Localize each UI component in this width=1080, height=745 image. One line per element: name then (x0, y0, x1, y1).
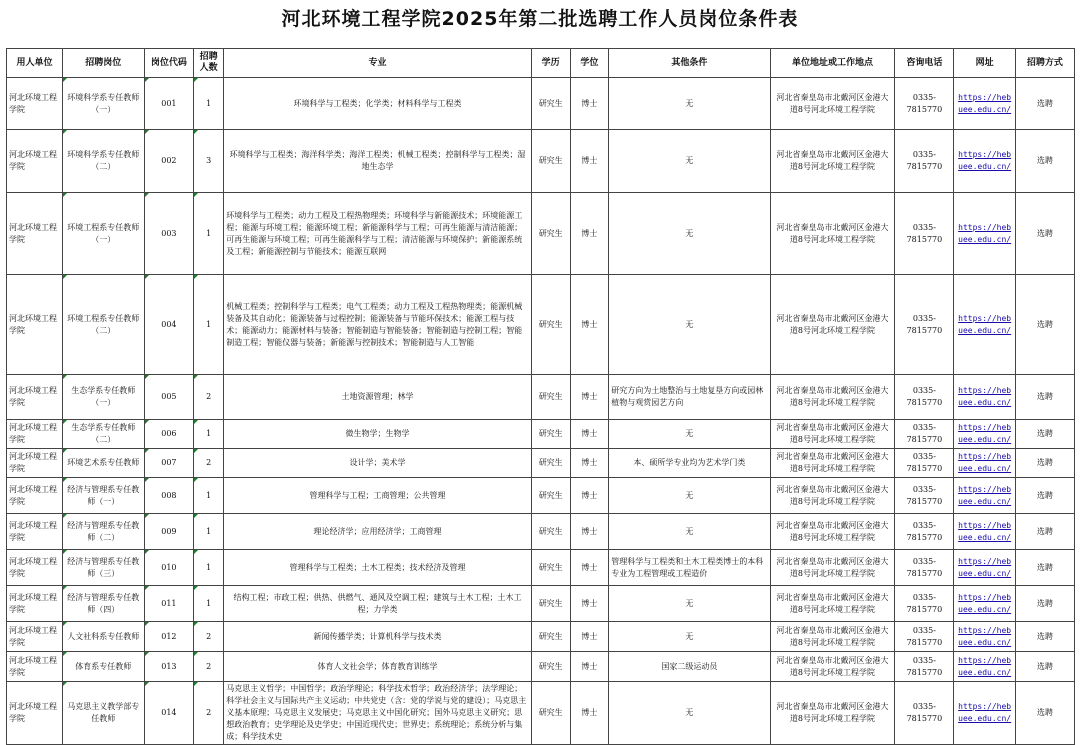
cell-post: 经济与管理系专任教师（二） (62, 514, 144, 550)
cell-degree: 博士 (570, 652, 609, 682)
cell-degree: 博士 (570, 78, 609, 130)
cell-major: 微生物学；生物学 (224, 420, 532, 449)
cell-post: 人文社科系专任教师 (62, 622, 144, 652)
website-link[interactable]: https://hebuee.edu.cn/ (954, 514, 1015, 550)
cell-post: 环境工程系专任教师（一） (62, 193, 144, 275)
cell-method: 选聘 (1015, 682, 1074, 745)
cell-post: 生态学系专任教师（一） (62, 375, 144, 420)
table-row (7, 375, 1075, 420)
cell-method: 选聘 (1015, 622, 1074, 652)
positions-table (6, 48, 1075, 745)
cell-phone: 0335-7815770 (895, 622, 954, 652)
cell-other: 无 (609, 478, 770, 514)
col-header-degree: 学位 (570, 49, 609, 78)
cell-education: 研究生 (531, 682, 570, 745)
cell-major: 管理科学与工程；工商管理；公共管理 (224, 478, 532, 514)
cell-unit: 河北环境工程学院 (7, 586, 63, 622)
col-header-method: 招聘方式 (1015, 49, 1074, 78)
cell-unit: 河北环境工程学院 (7, 193, 63, 275)
table-row (7, 652, 1075, 682)
website-link[interactable]: https://hebuee.edu.cn/ (954, 193, 1015, 275)
website-link[interactable]: https://hebuee.edu.cn/ (954, 375, 1015, 420)
website-link[interactable]: https://hebuee.edu.cn/ (954, 478, 1015, 514)
cell-unit: 河北环境工程学院 (7, 478, 63, 514)
cell-count: 1 (194, 420, 224, 449)
cell-method: 选聘 (1015, 550, 1074, 586)
cell-education: 研究生 (531, 550, 570, 586)
cell-other: 无 (609, 622, 770, 652)
cell-phone: 0335-7815770 (895, 478, 954, 514)
cell-other: 无 (609, 420, 770, 449)
cell-post: 经济与管理系专任教师（三） (62, 550, 144, 586)
cell-method: 选聘 (1015, 652, 1074, 682)
cell-count: 2 (194, 682, 224, 745)
cell-major: 结构工程；市政工程；供热、供燃气、通风及空调工程；建筑与土木工程；土木工程；力学类 (224, 586, 532, 622)
header-row (7, 49, 1075, 78)
cell-unit: 河北环境工程学院 (7, 375, 63, 420)
cell-method: 选聘 (1015, 275, 1074, 375)
cell-phone: 0335-7815770 (895, 193, 954, 275)
cell-post: 经济与管理系专任教师（一） (62, 478, 144, 514)
cell-degree: 博士 (570, 375, 609, 420)
table-row (7, 682, 1075, 745)
cell-method: 选聘 (1015, 478, 1074, 514)
cell-address: 河北省秦皇岛市北戴河区金港大道8号河北环境工程学院 (770, 275, 895, 375)
col-header-code: 岗位代码 (144, 49, 193, 78)
cell-method: 选聘 (1015, 449, 1074, 478)
website-link[interactable]: https://hebuee.edu.cn/ (954, 275, 1015, 375)
cell-post: 环境科学系专任教师（二） (62, 130, 144, 193)
table-row (7, 275, 1075, 375)
cell-other: 无 (609, 275, 770, 375)
cell-address: 河北省秦皇岛市北戴河区金港大道8号河北环境工程学院 (770, 78, 895, 130)
col-header-major: 专业 (224, 49, 532, 78)
cell-education: 研究生 (531, 449, 570, 478)
cell-count: 2 (194, 375, 224, 420)
cell-address: 河北省秦皇岛市北戴河区金港大道8号河北环境工程学院 (770, 586, 895, 622)
cell-address: 河北省秦皇岛市北戴河区金港大道8号河北环境工程学院 (770, 550, 895, 586)
cell-other: 研究方向为土地整治与土地复垦方向或园林植物与观赏园艺方向 (609, 375, 770, 420)
cell-major: 设计学；美术学 (224, 449, 532, 478)
cell-code: 013 (144, 652, 193, 682)
cell-address: 河北省秦皇岛市北戴河区金港大道8号河北环境工程学院 (770, 652, 895, 682)
cell-major: 马克思主义哲学；中国哲学；政治学理论；科学技术哲学；政治经济学；法学理论；科学社会主义与国际共产主义运动；中共党史（含：党的学说与党的建设）；马克思主义基本原理；马克思主义发展史；马克思主义中国化研究；国外马克思主义研究；思想政治教育；史学理论及史学史；中国近现代史；世界史；系统理论；系统分析与集成；科学技术史 (224, 682, 532, 745)
cell-phone: 0335-7815770 (895, 420, 954, 449)
cell-code: 002 (144, 130, 193, 193)
cell-address: 河北省秦皇岛市北戴河区金港大道8号河北环境工程学院 (770, 622, 895, 652)
cell-method: 选聘 (1015, 193, 1074, 275)
cell-count: 2 (194, 449, 224, 478)
cell-post: 经济与管理系专任教师（四） (62, 586, 144, 622)
website-link[interactable]: https://hebuee.edu.cn/ (954, 78, 1015, 130)
cell-count: 3 (194, 130, 224, 193)
cell-degree: 博士 (570, 478, 609, 514)
cell-method: 选聘 (1015, 514, 1074, 550)
cell-code: 009 (144, 514, 193, 550)
cell-code: 006 (144, 420, 193, 449)
table-row (7, 622, 1075, 652)
cell-education: 研究生 (531, 275, 570, 375)
cell-count: 2 (194, 622, 224, 652)
cell-post: 环境艺术系专任教师 (62, 449, 144, 478)
cell-education: 研究生 (531, 478, 570, 514)
cell-education: 研究生 (531, 375, 570, 420)
cell-phone: 0335-7815770 (895, 78, 954, 130)
cell-count: 1 (194, 514, 224, 550)
page-title: 河北环境工程学院2025年第二批选聘工作人员岗位条件表 (281, 8, 799, 30)
cell-phone: 0335-7815770 (895, 682, 954, 745)
col-header-other: 其他条件 (609, 49, 770, 78)
cell-address: 河北省秦皇岛市北戴河区金港大道8号河北环境工程学院 (770, 130, 895, 193)
col-header-website: 网址 (954, 49, 1015, 78)
cell-unit: 河北环境工程学院 (7, 449, 63, 478)
cell-count: 1 (194, 478, 224, 514)
cell-unit: 河北环境工程学院 (7, 622, 63, 652)
table-row (7, 514, 1075, 550)
cell-major: 环境科学与工程类；动力工程及工程热物理类；环境科学与新能源技术；环境能源工程；能源与环境工程；能源环境工程；新能源科学与工程；可再生能源与清洁能源；可再生能源与环境工程；可再生能源科学与工程；清洁能源与环境保护；新能源系统及工程；新能源控制与节能技术；能源互联网 (224, 193, 532, 275)
cell-count: 1 (194, 550, 224, 586)
cell-code: 001 (144, 78, 193, 130)
cell-unit: 河北环境工程学院 (7, 514, 63, 550)
cell-code: 010 (144, 550, 193, 586)
cell-other: 无 (609, 682, 770, 745)
cell-post: 环境工程系专任教师（二） (62, 275, 144, 375)
website-link[interactable]: https://hebuee.edu.cn/ (954, 420, 1015, 449)
cell-degree: 博士 (570, 193, 609, 275)
table-row (7, 193, 1075, 275)
cell-address: 河北省秦皇岛市北戴河区金港大道8号河北环境工程学院 (770, 420, 895, 449)
cell-count: 1 (194, 193, 224, 275)
cell-phone: 0335-7815770 (895, 586, 954, 622)
cell-major: 体育人文社会学；体育教育训练学 (224, 652, 532, 682)
cell-post: 环境科学系专任教师（一） (62, 78, 144, 130)
table-row (7, 449, 1075, 478)
cell-other: 管理科学与工程类和土木工程类博士的本科专业为工程管理或工程造价 (609, 550, 770, 586)
cell-count: 1 (194, 275, 224, 375)
cell-education: 研究生 (531, 193, 570, 275)
cell-address: 河北省秦皇岛市北戴河区金港大道8号河北环境工程学院 (770, 193, 895, 275)
cell-phone: 0335-7815770 (895, 514, 954, 550)
cell-degree: 博士 (570, 550, 609, 586)
cell-method: 选聘 (1015, 78, 1074, 130)
cell-code: 005 (144, 375, 193, 420)
cell-code: 003 (144, 193, 193, 275)
cell-other: 无 (609, 586, 770, 622)
cell-other: 本、硕所学专业均为艺术学门类 (609, 449, 770, 478)
cell-code: 012 (144, 622, 193, 652)
cell-address: 河北省秦皇岛市北戴河区金港大道8号河北环境工程学院 (770, 449, 895, 478)
cell-method: 选聘 (1015, 586, 1074, 622)
table-row (7, 586, 1075, 622)
website-link[interactable]: https://hebuee.edu.cn/ (954, 449, 1015, 478)
website-link[interactable]: https://hebuee.edu.cn/ (954, 622, 1015, 652)
cell-education: 研究生 (531, 514, 570, 550)
cell-major: 新闻传播学类；计算机科学与技术类 (224, 622, 532, 652)
cell-other: 无 (609, 193, 770, 275)
cell-major: 机械工程类；控制科学与工程类；电气工程类；动力工程及工程热物理类；能源机械装备及其自动化；能源装备与过程控制；能源装备与节能环保技术；能源工程与技术；能源动力；能源材料与装备；智能制造与智能装备；智能制造与控制工程；智能制造工程；智能仪器与装备；新能源与控制技术；智能制造与人工智能 (224, 275, 532, 375)
cell-phone: 0335-7815770 (895, 652, 954, 682)
cell-post: 马克思主义教学部专任教师 (62, 682, 144, 745)
cell-code: 007 (144, 449, 193, 478)
col-header-count: 招聘人数 (194, 49, 224, 78)
cell-method: 选聘 (1015, 375, 1074, 420)
col-header-post: 招聘岗位 (62, 49, 144, 78)
cell-phone: 0335-7815770 (895, 130, 954, 193)
cell-phone: 0335-7815770 (895, 275, 954, 375)
cell-other: 国家二级运动员 (609, 652, 770, 682)
cell-major: 土地资源管理；林学 (224, 375, 532, 420)
cell-code: 008 (144, 478, 193, 514)
cell-phone: 0335-7815770 (895, 449, 954, 478)
cell-code: 011 (144, 586, 193, 622)
cell-unit: 河北环境工程学院 (7, 130, 63, 193)
cell-education: 研究生 (531, 130, 570, 193)
cell-major: 理论经济学；应用经济学；工商管理 (224, 514, 532, 550)
cell-method: 选聘 (1015, 130, 1074, 193)
cell-unit: 河北环境工程学院 (7, 682, 63, 745)
website-link[interactable]: https://hebuee.edu.cn/ (954, 550, 1015, 586)
cell-education: 研究生 (531, 622, 570, 652)
cell-degree: 博士 (570, 130, 609, 193)
cell-address: 河北省秦皇岛市北戴河区金港大道8号河北环境工程学院 (770, 682, 895, 745)
cell-major: 环境科学与工程类；海洋科学类；海洋工程类；机械工程类；控制科学与工程类；湿地生态学 (224, 130, 532, 193)
website-link[interactable]: https://hebuee.edu.cn/ (954, 586, 1015, 622)
website-link[interactable]: https://hebuee.edu.cn/ (954, 130, 1015, 193)
website-link[interactable]: https://hebuee.edu.cn/ (954, 682, 1015, 745)
cell-degree: 博士 (570, 514, 609, 550)
table-row (7, 78, 1075, 130)
cell-post: 生态学系专任教师（二） (62, 420, 144, 449)
cell-count: 1 (194, 586, 224, 622)
cell-major: 管理科学与工程类；土木工程类；技术经济及管理 (224, 550, 532, 586)
cell-degree: 博士 (570, 420, 609, 449)
col-header-unit: 用人单位 (7, 49, 63, 78)
cell-unit: 河北环境工程学院 (7, 550, 63, 586)
cell-address: 河北省秦皇岛市北戴河区金港大道8号河北环境工程学院 (770, 478, 895, 514)
cell-degree: 博士 (570, 586, 609, 622)
cell-method: 选聘 (1015, 420, 1074, 449)
cell-education: 研究生 (531, 420, 570, 449)
cell-count: 2 (194, 652, 224, 682)
cell-phone: 0335-7815770 (895, 550, 954, 586)
cell-count: 1 (194, 78, 224, 130)
cell-major: 环境科学与工程类；化学类；材料科学与工程类 (224, 78, 532, 130)
cell-degree: 博士 (570, 275, 609, 375)
col-header-phone: 咨询电话 (895, 49, 954, 78)
cell-address: 河北省秦皇岛市北戴河区金港大道8号河北环境工程学院 (770, 375, 895, 420)
cell-other: 无 (609, 78, 770, 130)
cell-code: 004 (144, 275, 193, 375)
cell-post: 体育系专任教师 (62, 652, 144, 682)
cell-degree: 博士 (570, 682, 609, 745)
cell-unit: 河北环境工程学院 (7, 420, 63, 449)
cell-unit: 河北环境工程学院 (7, 652, 63, 682)
cell-education: 研究生 (531, 586, 570, 622)
col-header-education: 学历 (531, 49, 570, 78)
table-row (7, 420, 1075, 449)
cell-code: 014 (144, 682, 193, 745)
col-header-address: 单位地址或工作地点 (770, 49, 895, 78)
cell-unit: 河北环境工程学院 (7, 275, 63, 375)
cell-degree: 博士 (570, 622, 609, 652)
cell-degree: 博士 (570, 449, 609, 478)
table-row (7, 550, 1075, 586)
cell-other: 无 (609, 514, 770, 550)
cell-phone: 0335-7815770 (895, 375, 954, 420)
cell-unit: 河北环境工程学院 (7, 78, 63, 130)
table-row (7, 130, 1075, 193)
cell-other: 无 (609, 130, 770, 193)
table-row (7, 478, 1075, 514)
cell-address: 河北省秦皇岛市北戴河区金港大道8号河北环境工程学院 (770, 514, 895, 550)
website-link[interactable]: https://hebuee.edu.cn/ (954, 652, 1015, 682)
cell-education: 研究生 (531, 78, 570, 130)
cell-education: 研究生 (531, 652, 570, 682)
